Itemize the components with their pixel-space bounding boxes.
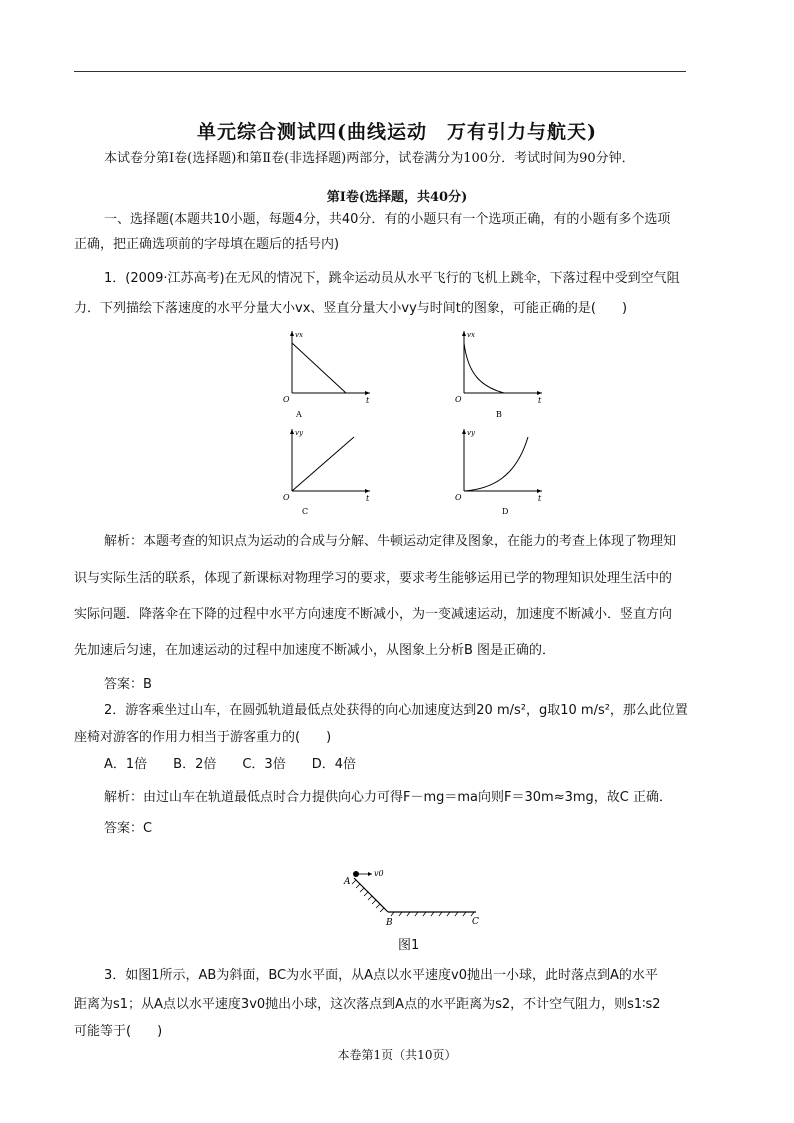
graph-b-ylabel: vx <box>467 331 475 339</box>
figure-1-c-label: C <box>472 917 479 927</box>
q2-options: A．1倍 B．2倍 C．3倍 D．4倍 <box>104 757 356 772</box>
q1-answer: 答案：B <box>104 677 152 692</box>
graph-c-ylabel: vy <box>295 429 303 437</box>
graph-c-origin: O <box>283 493 290 502</box>
graph-d-ylabel: vy <box>467 429 475 437</box>
q2-analysis: 解析：由过山车在轨道最低点时合力提供向心力可得F－mg＝ma向则F＝30m≈3mg，故C 正确． <box>104 790 672 805</box>
q3-line-3: 可能等于( ) <box>74 1024 163 1039</box>
figure-1-a-label: A <box>344 877 351 887</box>
page-footer: 本卷第1页（共10页） <box>337 1048 457 1062</box>
graph-b-xlabel: t <box>538 396 542 405</box>
instructions-line-1: 一、选择题(本题共10小题，每题4分，共40分．有的小题只有一个选项正确，有的小题有多个选项 <box>104 212 671 227</box>
graph-c-label: C <box>302 507 309 516</box>
graph-a-origin: O <box>283 395 290 404</box>
q3-line-2: 距离为s1；从A点以水平速度3v0抛出小球，这次落点到A点的水平距离为s2，不计空气阻力，则s1∶s2 <box>74 997 661 1012</box>
q1-line-2: 力．下列描绘下落速度的水平分量大小vx、竖直分量大小vy与时间t的图象，可能正确的是( ) <box>74 301 628 316</box>
q2-line-2: 座椅对游客的作用力相当于游客重力的( ) <box>74 730 332 745</box>
graph-b-origin: O <box>455 395 462 404</box>
graph-a-label: A <box>296 410 302 419</box>
section1-heading: 第Ⅰ卷(选择题，共40分) <box>326 190 468 205</box>
graph-c <box>280 425 380 520</box>
graph-a-ylabel: vx <box>295 331 303 339</box>
graph-b-label: B <box>496 410 502 419</box>
q1-line-1: 1．(2009·江苏高考)在无风的情况下，跳伞运动员从水平飞行的飞机上跳伞，下落过程中受到空气阻 <box>104 271 680 286</box>
graph-d-xlabel: t <box>538 494 542 503</box>
instructions-line-2: 正确，把正确选项前的字母填在题后的括号内) <box>74 237 340 252</box>
figure-1-v0-label: v0 <box>374 869 384 878</box>
header-rule <box>74 71 686 72</box>
figure-1 <box>336 862 496 934</box>
q2-answer: 答案：C <box>104 821 153 836</box>
q2-line-1: 2．游客乘坐过山车，在圆弧轨道最低点处获得的向心加速度达到20 m/s²，g取10 m/s²，那么此位置 <box>104 703 688 718</box>
q1-analysis-line-3: 实际问题．降落伞在下降的过程中水平方向速度不断减小，为一变减速运动，加速度不断减小．竖直方向 <box>74 607 673 622</box>
graph-a-xlabel: t <box>366 396 370 405</box>
q1-analysis-line-1: 解析：本题考查的知识点为运动的合成与分解、牛顿运动定律及图象，在能力的考查上体现了物理知 <box>104 534 677 549</box>
q3-line-1: 3．如图1所示，AB为斜面，BC为水平面，从A点以水平速度v0抛出一小球，此时落点到A的水平 <box>104 968 658 983</box>
page-title: 单元综合测试四(曲线运动 万有引力与航天) <box>197 121 597 143</box>
graph-c-xlabel: t <box>366 494 370 503</box>
graph-d <box>452 425 552 520</box>
graph-d-label: D <box>502 507 509 516</box>
intro-text: 本试卷分第Ⅰ卷(选择题)和第Ⅱ卷(非选择题)两部分，试卷满分为100分．考试时间为90分钟． <box>104 151 635 166</box>
q1-analysis-line-2: 识与实际生活的联系，体现了新课标对物理学习的要求，要求考生能够运用已学的物理知识处理生活中的 <box>74 571 673 586</box>
graph-d-origin: O <box>455 493 462 502</box>
graph-a <box>280 325 380 420</box>
figure-1-b-label: B <box>386 918 393 928</box>
graph-b <box>452 325 552 420</box>
q1-analysis-line-4: 先加速后匀速，在加速运动的过程中加速度不断减小，从图象上分析B 图是正确的． <box>74 643 556 658</box>
figure-1-caption: 图1 <box>398 938 420 953</box>
